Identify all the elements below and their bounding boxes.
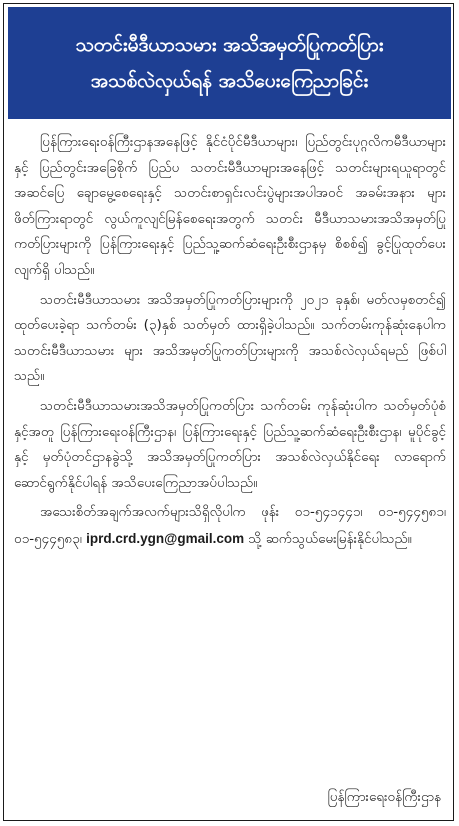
contact-phones: အသေးစိတ်အချက်အလက်များသိရှိလိုပါက ဖုန်း ၀၁-၅၄၁၄၄၁၊ ၀၁-၅၄၄၅၈၁၊ ၀၁-၅၄၄၅၈၃၊ [14, 504, 446, 547]
contact-closing: သို့ ဆက်သွယ်မေးမြန်းနိုင်ပါသည်။ [244, 530, 412, 547]
issuer-signature: ပြန်ကြားရေးဝန်ကြီးဌာန [327, 789, 441, 805]
paragraph-3: သတင်းမီဒီယာသမားအသိအမှတ်ပြုကတ်ပြား သက်တမ်း ကုန်ဆုံးပါက သတ်မှတ်ပုံစံနှင့်အတူ ပြန်ကြားရေးဝန်ကြီးဌာန၊ ပြန်ကြားရေးနှင့် ပြည်သူ့ဆက်ဆံရေးဦးစီးဌာန၊ မူပိုင်ခွင့်နှင့် မှတ်ပုံတင်ဌာနခွဲသို့ အသိအမှတ်ပြုကတ်ပြား အသစ်လဲလှယ်နိုင်ရေး လာရောက်ဆောင်ရွက်နိုင်ပါရန် အသိပေးကြေညာအပ်ပါသည်။ [14, 397, 446, 491]
title-banner [8, 7, 451, 119]
paragraph-4 [14, 500, 446, 552]
announcement-body [14, 130, 446, 557]
title-line-1: သတင်းမီဒီယာသမား အသိအမှတ်ပြုကတ်ပြား [75, 34, 384, 56]
paragraph-1: ပြန်ကြားရေးဝန်ကြီးဌာနအနေဖြင့် နိုင်ငံပိုင်မီဒီယာများ၊ ပြည်တွင်းပုဂ္ဂလိကမီဒီယာများနှင့် ပြည်တွင်းအခြေစိုက် ပြည်ပ သတင်းမီဒီယာများအနေဖြင့် သတင်းများရယူရာတွင် အဆင်ပြေ ချောမွေ့စေရေးနှင့် သတင်းစာရှင်းလင်းပွဲများအပါအဝင် အခမ်းအနား များဖိတ်ကြားရာတွင် လွယ်ကူလျင်မြန်စေရေးအတွက် သတင်း မီဒီယာသမားအသိအမှတ်ပြုကတ်ပြားများကို ပြန်ကြားရေးနှင့် ပြည်သူ့ဆက်ဆံရေးဦးစီးဌာနမှ စိစစ်၍ ခွင့်ပြုထုတ်ပေးလျက်ရှိ ပါသည်။ [14, 134, 446, 278]
contact-email-link[interactable]: iprd.crd.ygn@gmail.com [86, 530, 245, 546]
title-line-2: အသစ်လဲလှယ်ရန် အသိပေးကြေညာခြင်း [90, 70, 369, 92]
paragraph-2: သတင်းမီဒီယာသမား အသိအမှတ်ပြုကတ်ပြားများကို ၂၀၂၁ ခုနှစ်၊ မတ်လမှစတင်၍ ထုတ်ပေးခဲ့ရာ သက်တမ်း (၃)နှစ် သတ်မှတ် ထားရှိခဲ့ပါသည်။ သက်တမ်းကုန်ဆုံးနေပါက သတင်းမီဒီယာသမား များ အသိအမှတ်ပြုကတ်ပြားများကို အသစ်လဲလှယ်ရမည် ဖြစ်ပါ သည်။ [14, 291, 446, 385]
